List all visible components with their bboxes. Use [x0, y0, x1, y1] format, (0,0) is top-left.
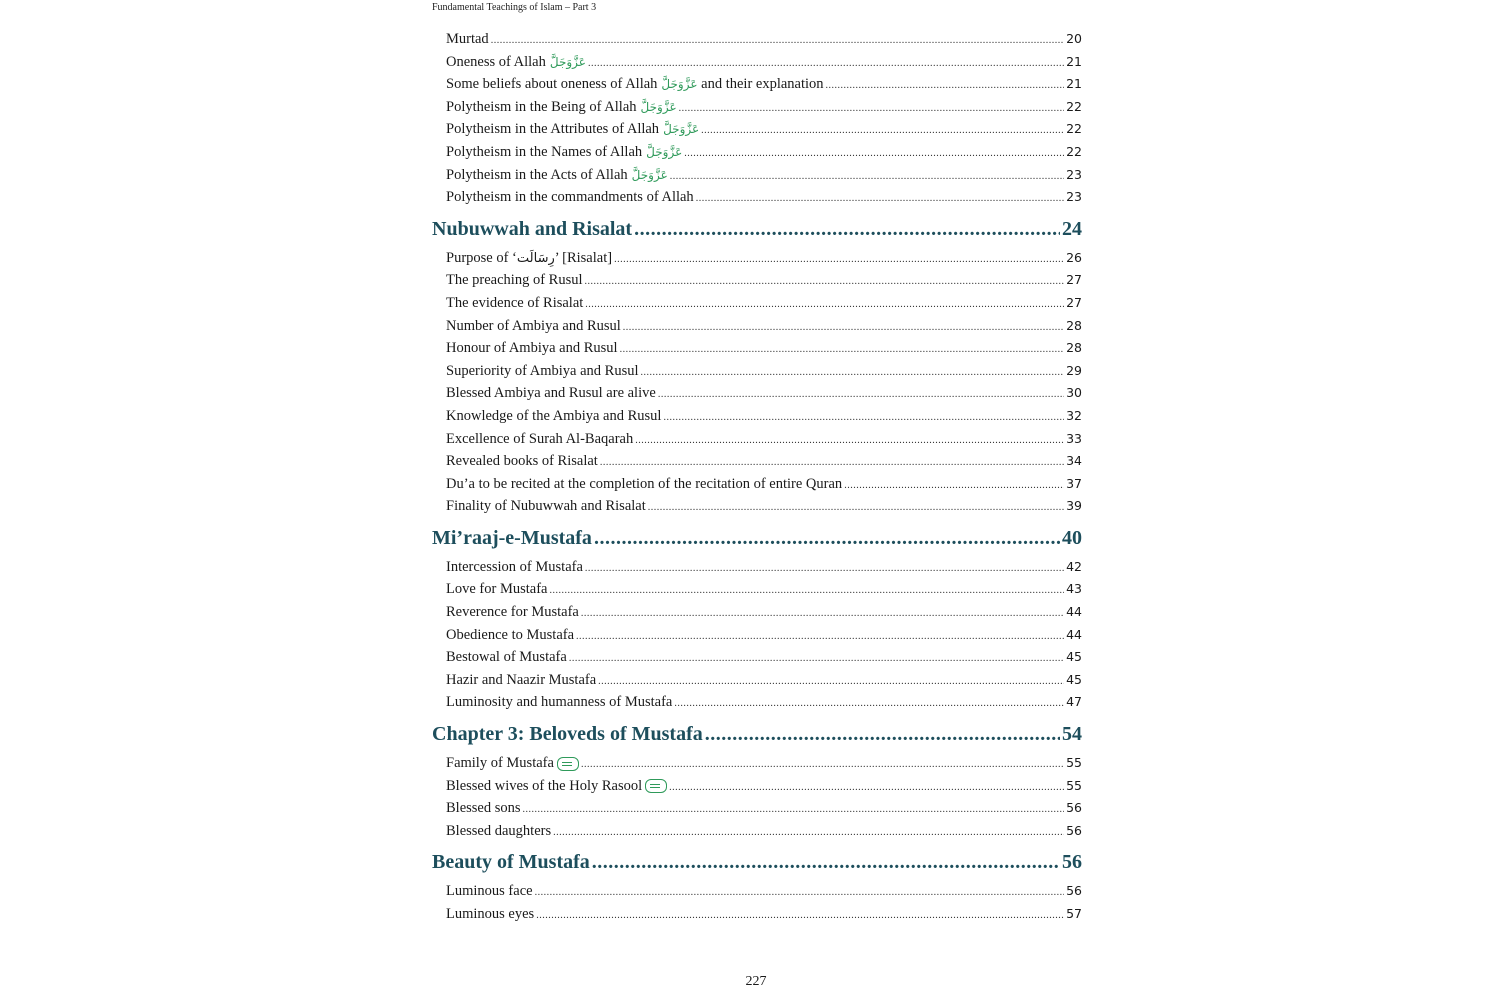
- toc-entry-title: Murtad: [446, 31, 489, 47]
- toc-entry-title: Finality of Nubuwwah and Risalat: [446, 498, 646, 515]
- dot-leader: [585, 271, 1065, 294]
- toc-entry-page: 45: [1066, 649, 1082, 665]
- toc-entry[interactable]: [446, 880, 1082, 903]
- toc-entry[interactable]: [446, 164, 1082, 187]
- toc-entry-page: 22: [1066, 143, 1082, 159]
- running-head: Fundamental Teachings of Islam – Part 3: [432, 2, 597, 13]
- toc-entry-page: 43: [1066, 581, 1082, 597]
- dot-leader: [569, 648, 1064, 671]
- section-heading-page: 56: [1062, 851, 1082, 874]
- toc-entry-page: 23: [1066, 189, 1082, 205]
- toc-entry-page: 29: [1066, 362, 1082, 378]
- toc-entry-title: Polytheism in the Names of Allah: [446, 143, 643, 160]
- toc-entry-title: Luminous face: [446, 883, 533, 900]
- toc-entry[interactable]: [446, 315, 1082, 338]
- dot-leader: [670, 166, 1064, 189]
- arabic-honorific: عَزَّوَجَلَّ: [549, 54, 586, 69]
- toc-entry[interactable]: [446, 669, 1082, 692]
- toc-entry[interactable]: [446, 646, 1082, 669]
- toc-entry-page: 26: [1066, 249, 1082, 265]
- toc-entry-title: Superiority of Ambiya and Rusul: [446, 362, 639, 379]
- toc-entry[interactable]: [446, 360, 1082, 383]
- toc-entry[interactable]: [446, 247, 1082, 270]
- toc-entry-title: Luminosity and humanness of Mustafa: [446, 694, 673, 711]
- toc-entry-title: Excellence of Surah Al-Baqarah: [446, 430, 634, 447]
- toc-entry-page: 55: [1066, 755, 1082, 771]
- toc-entry-page: 42: [1066, 558, 1082, 574]
- toc-entry[interactable]: [446, 601, 1082, 624]
- section-heading-title: Beauty of Mustafa: [432, 851, 590, 874]
- dot-leader: [536, 905, 1064, 928]
- toc-entry[interactable]: [446, 118, 1082, 141]
- toc-entry-title: Blessed daughters: [446, 822, 552, 839]
- toc-entry-page: 57: [1066, 906, 1082, 921]
- toc-entry-page: 22: [1066, 98, 1082, 114]
- toc-entry[interactable]: [446, 556, 1082, 579]
- toc-entry-page: 20: [1066, 31, 1082, 46]
- arabic-honorific: عَزَّوَجَلَّ: [661, 77, 698, 92]
- toc-entry[interactable]: [446, 450, 1082, 473]
- toc-entry[interactable]: [446, 820, 1082, 843]
- toc-entry[interactable]: [446, 73, 1082, 96]
- arabic-risalat: رِسَالَت: [516, 250, 555, 266]
- toc-entry-title: Love for Mustafa: [446, 581, 548, 598]
- section-heading-page: 54: [1062, 723, 1082, 746]
- dot-leader: [581, 603, 1064, 626]
- toc-entry-page: 22: [1066, 121, 1082, 137]
- toc-entry-page: 34: [1066, 453, 1082, 469]
- toc-entry[interactable]: [446, 775, 1082, 798]
- dot-leader: [696, 188, 1064, 211]
- dot-leader: [614, 249, 1064, 272]
- dot-leader: [576, 626, 1064, 649]
- toc-entry-title: Polytheism in the Acts of Allah: [446, 166, 628, 183]
- dot-leader: [705, 716, 1060, 752]
- dot-leader: [600, 452, 1064, 475]
- section-heading-page: 24: [1062, 217, 1082, 240]
- toc-entry[interactable]: [446, 292, 1082, 315]
- arabic-honorific: عَزَّوَجَلَّ: [640, 99, 677, 114]
- toc-entry-title: Blessed sons: [446, 800, 521, 817]
- toc-entry-page: 39: [1066, 498, 1082, 514]
- dot-leader: [634, 211, 1060, 247]
- toc-entry-page: 55: [1066, 777, 1082, 793]
- dot-leader: [641, 362, 1065, 385]
- toc-section-heading[interactable]: [432, 211, 1082, 247]
- dot-leader: [598, 671, 1064, 694]
- toc-entry-title: Obedience to Mustafa: [446, 626, 575, 643]
- toc-entry[interactable]: [446, 691, 1082, 714]
- toc-entry-title: Blessed wives of the Holy Rasool: [446, 777, 643, 794]
- section-heading-title: Chapter 3: Beloveds of Mustafa: [432, 723, 703, 746]
- toc-entry[interactable]: [446, 797, 1082, 820]
- toc-entry-title: Knowledge of the Ambiya and Rusul: [446, 407, 662, 424]
- toc-entry-page: 56: [1066, 800, 1082, 816]
- toc-entry[interactable]: [446, 186, 1082, 209]
- dot-leader: [523, 799, 1065, 822]
- toc-entry[interactable]: [446, 752, 1082, 775]
- toc-entry-title-continued: and their explanation: [701, 76, 824, 93]
- toc-entry[interactable]: [446, 473, 1082, 496]
- dot-leader: [623, 317, 1064, 340]
- toc-section-heading[interactable]: [432, 520, 1082, 556]
- toc-entry-page: 30: [1066, 385, 1082, 401]
- dot-leader: [588, 53, 1064, 76]
- toc-entry-title: The evidence of Risalat: [446, 294, 584, 311]
- salawat-seal-icon: [557, 757, 579, 771]
- toc-entry-title: Polytheism in the commandments of Allah: [446, 189, 694, 206]
- toc-section-heading[interactable]: [432, 716, 1082, 752]
- dot-leader: [585, 558, 1064, 581]
- dot-leader: [648, 497, 1064, 520]
- toc-entry-page: 37: [1066, 475, 1082, 491]
- arabic-honorific: عَزَّوَجَلَّ: [663, 122, 700, 137]
- dot-leader: [844, 475, 1064, 498]
- toc-entry-title: Some beliefs about oneness of Allah: [446, 76, 658, 93]
- toc-entry[interactable]: [446, 903, 1082, 926]
- toc-entry-title: Revealed books of Risalat: [446, 453, 598, 470]
- toc-entry-title: Intercession of Mustafa: [446, 558, 583, 575]
- dot-leader: [679, 98, 1064, 121]
- toc-entry-title: Luminous eyes: [446, 906, 535, 922]
- toc-entry-title: Polytheism in the Attributes of Allah: [446, 121, 660, 138]
- toc-entry-page: 21: [1066, 76, 1082, 92]
- page-number: 227: [745, 974, 767, 989]
- salawat-seal-icon: [645, 779, 667, 793]
- arabic-honorific: عَزَّوَجَلَّ: [631, 167, 668, 182]
- toc-entry-title: Blessed Ambiya and Rusul are alive: [446, 385, 656, 402]
- dot-leader: [585, 294, 1064, 317]
- toc-entry-page: 45: [1066, 671, 1082, 687]
- toc-entry-page: 47: [1066, 694, 1082, 710]
- section-heading-page: 40: [1062, 526, 1082, 549]
- dot-leader: [592, 844, 1060, 880]
- toc-entry-page: 28: [1066, 340, 1082, 356]
- toc-entry-title-continued: ’ [Risalat]: [554, 249, 613, 266]
- dot-leader: [549, 580, 1064, 603]
- toc-entry-page: 28: [1066, 317, 1082, 333]
- toc-entry-title: Oneness of Allah: [446, 53, 546, 70]
- dot-leader: [658, 384, 1064, 407]
- dot-leader: [581, 754, 1064, 777]
- toc-entry-page: 27: [1066, 294, 1082, 310]
- section-heading-title: Nubuwwah and Risalat: [432, 217, 633, 240]
- toc-entry-title: Du’a to be recited at the completion of the recitation of entire Quran: [446, 475, 843, 492]
- dot-leader: [701, 120, 1064, 143]
- toc-entry[interactable]: [446, 51, 1082, 74]
- toc-entry-title: Hazir and Naazir Mustafa: [446, 671, 597, 688]
- toc-entry-page: 32: [1066, 407, 1082, 423]
- toc-entry[interactable]: [446, 405, 1082, 428]
- toc-entry-page: 44: [1066, 626, 1082, 642]
- dot-leader: [553, 822, 1064, 845]
- toc-entry-title: Honour of Ambiya and Rusul: [446, 340, 618, 357]
- toc-entry[interactable]: [446, 96, 1082, 119]
- toc-entry-title: Bestowal of Mustafa: [446, 649, 567, 666]
- toc-entry[interactable]: [446, 578, 1082, 601]
- dot-leader: [674, 693, 1064, 716]
- toc-entry-page: 21: [1066, 53, 1082, 69]
- toc-entry-page: 44: [1066, 604, 1082, 620]
- dot-leader: [635, 430, 1064, 453]
- toc-entry-page: 33: [1066, 430, 1082, 446]
- toc-entry[interactable]: [446, 141, 1082, 164]
- toc-entry-page: 56: [1066, 822, 1082, 838]
- toc-entry-title: Number of Ambiya and Rusul: [446, 317, 621, 334]
- toc-entry[interactable]: [446, 495, 1082, 518]
- toc-entry-page: 56: [1066, 883, 1082, 899]
- dot-leader: [663, 407, 1064, 430]
- toc-entry[interactable]: [446, 428, 1082, 451]
- toc-entry-title: Purpose of ‘: [446, 249, 517, 266]
- toc-entry[interactable]: [446, 337, 1082, 360]
- arabic-honorific: عَزَّوَجَلَّ: [646, 144, 683, 159]
- toc-entry[interactable]: [446, 269, 1082, 292]
- toc-entry[interactable]: [446, 624, 1082, 647]
- dot-leader: [594, 520, 1060, 556]
- toc-section-heading[interactable]: [432, 844, 1082, 880]
- dot-leader: [491, 30, 1064, 53]
- toc-entry[interactable]: [446, 382, 1082, 405]
- table-of-contents: [432, 28, 1082, 926]
- toc-entry-title: Reverence for Mustafa: [446, 604, 579, 621]
- toc-entry-title: Family of Mustafa: [446, 755, 554, 772]
- dot-leader: [620, 339, 1065, 362]
- toc-entry-page: 23: [1066, 166, 1082, 182]
- toc-entry-page: 27: [1066, 272, 1082, 288]
- toc-entry-title: The preaching of Rusul: [446, 272, 583, 289]
- dot-leader: [826, 75, 1065, 98]
- dot-leader: [684, 143, 1064, 166]
- section-heading-title: Mi’raaj-e-Mustafa: [432, 526, 592, 549]
- dot-leader: [535, 882, 1065, 905]
- toc-entry-title: Polytheism in the Being of Allah: [446, 98, 637, 115]
- toc-entry[interactable]: [446, 28, 1082, 51]
- dot-leader: [669, 777, 1064, 800]
